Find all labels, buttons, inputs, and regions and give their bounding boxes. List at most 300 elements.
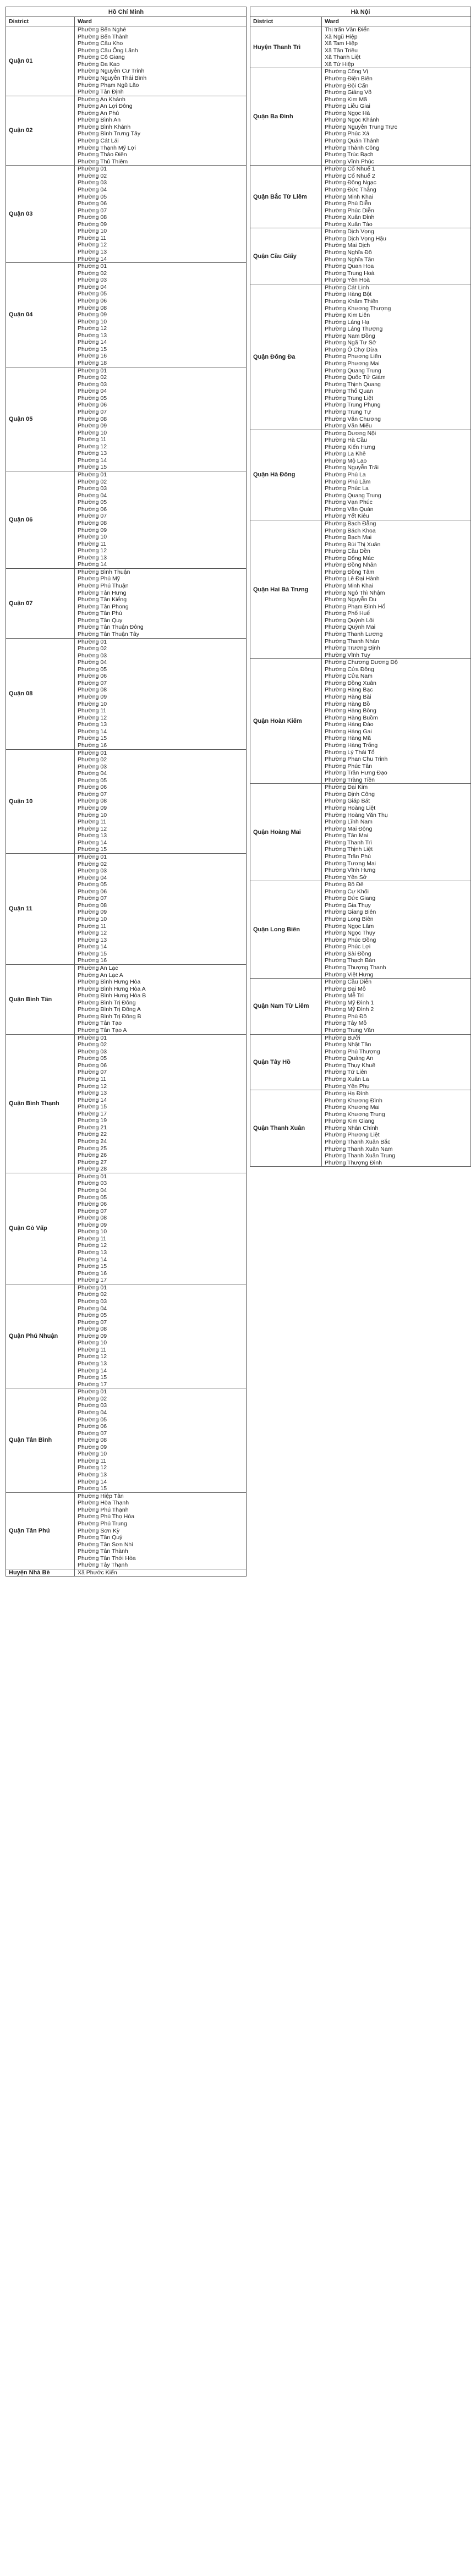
ward-item: Phường 03 xyxy=(78,277,107,284)
ward-item: Phường Bồ Đề xyxy=(325,881,364,888)
ward-item: Phường Cầu Diễn xyxy=(325,979,372,986)
table-row xyxy=(6,568,247,638)
ward-item: Phường 21 xyxy=(78,1124,107,1131)
ward-list xyxy=(322,166,471,228)
ward-item: Phường Phú Đô xyxy=(325,1013,367,1020)
ward-item: Phường Điện Biên xyxy=(325,75,373,82)
district-name: Quận 08 xyxy=(6,638,75,749)
ward-item: Phường Trúc Bạch xyxy=(325,151,374,158)
ward-item: Phường 05 xyxy=(78,1416,107,1423)
ward-item: Phường 13 xyxy=(78,249,107,255)
ward-item: Phường Yên Phụ xyxy=(325,1083,370,1090)
ward-item: Phường Sơn Kỳ xyxy=(78,1527,120,1534)
ward-item: Phường 07 xyxy=(78,1207,107,1215)
ward-item: Phường 04 xyxy=(78,388,107,395)
ward-item: Phường Đức Thắng xyxy=(325,186,376,193)
ward-item: Phường Hàng Bồ xyxy=(325,700,370,707)
ward-item: Phường Bình Trị Đông B xyxy=(78,1013,141,1020)
ward-item: Phường 14 xyxy=(78,728,107,735)
ward-list xyxy=(75,749,247,853)
ward-item: Phường Hạ Đình xyxy=(325,1090,369,1097)
ward-item: Phường 08 xyxy=(78,415,107,422)
ward-item: Phường 02 xyxy=(78,1395,107,1402)
ward-item: Phường 07 xyxy=(78,1430,107,1437)
table-row xyxy=(250,979,471,1035)
district-name: Quận 11 xyxy=(6,853,75,964)
ward-item: Phường 12 xyxy=(78,325,107,332)
district-name: Quận Bình Thạnh xyxy=(6,1034,75,1173)
ward-item: Phường 12 xyxy=(78,443,107,450)
ward-item: Phường Nguyễn Thái Bình xyxy=(78,74,147,81)
ward-item: Phường 08 xyxy=(78,1215,107,1222)
ward-item: Phường Bình Khánh xyxy=(78,123,131,130)
district-name: Quận Tây Hồ xyxy=(250,1034,322,1090)
ward-item: Phường Cửa Đông xyxy=(325,666,374,673)
ward-item: Phường Tân Tạo xyxy=(78,1020,122,1027)
district-name: Quận Gò Vấp xyxy=(6,1173,75,1284)
ward-item: Phường Phúc Tân xyxy=(325,762,373,770)
ward-item: Phường 25 xyxy=(78,1145,107,1152)
ward-item: Phường Quảng An xyxy=(325,1055,374,1062)
hanoi-table xyxy=(250,7,471,1167)
ward-list xyxy=(75,166,247,263)
ward-item: Phường Khương Đình xyxy=(325,1097,382,1104)
ward-list xyxy=(75,853,247,964)
ward-item: Phường Tân Mai xyxy=(325,832,369,839)
ward-item: Phường Tràng Tiền xyxy=(325,776,375,783)
ward-item: Phường Phú Thọ Hòa xyxy=(78,1513,135,1520)
ward-item: Phường Phương Liệt xyxy=(325,1132,380,1139)
ward-item: Phường 10 xyxy=(78,1228,107,1235)
ward-list xyxy=(322,430,471,520)
ward-item: Phường Phú Trung xyxy=(78,1520,127,1527)
ward-item: Phường Vạn Phúc xyxy=(325,499,373,506)
ward-item: Phường An Phú xyxy=(78,109,119,117)
ward-item: Phường 02 xyxy=(78,860,107,867)
table-row xyxy=(6,367,247,471)
table-row xyxy=(6,749,247,853)
district-name: Quận 06 xyxy=(6,471,75,569)
ward-item: Phường Hà Cầu xyxy=(325,437,367,444)
ward-item: Phường 08 xyxy=(78,902,107,909)
ward-item: Phường 10 xyxy=(78,811,107,819)
ward-item: Phường Đồng Nhân xyxy=(325,562,377,569)
ward-item: Phường Kim Liên xyxy=(325,312,370,319)
ward-item: Phường 14 xyxy=(78,1367,107,1374)
ward-item: Phường Tân Thới Hòa xyxy=(78,1555,136,1562)
ward-item: Phường Phúc Đồng xyxy=(325,936,376,943)
ward-item: Phường 04 xyxy=(78,1187,107,1194)
ward-item: Phường 15 xyxy=(78,1263,107,1270)
ward-item: Phường Phúc Diễn xyxy=(325,207,374,214)
ward-item: Phường 03 xyxy=(78,1402,107,1409)
column-header-district: District xyxy=(250,17,322,26)
city-title: Hồ Chí Minh xyxy=(6,7,247,17)
ward-item: Phường Quan Hoa xyxy=(325,263,374,270)
ward-item: Phường Bách Khoa xyxy=(325,527,376,534)
ward-item: Phường Dương Nội xyxy=(325,430,376,437)
ward-item: Phường 01 xyxy=(78,1173,107,1180)
ward-item: Phường Thanh Xuân Bắc xyxy=(325,1139,391,1145)
ward-item: Phường Mễ Trì xyxy=(325,992,364,999)
ward-item: Phường Nguyễn Trãi xyxy=(325,464,379,471)
ward-item: Phường 05 xyxy=(78,666,107,673)
ward-item: Phường Phú La xyxy=(325,471,366,478)
ward-item: Phường Tân Phong xyxy=(78,603,129,610)
ward-item: Phường Thanh Trì xyxy=(325,839,373,846)
ward-item: Phường 22 xyxy=(78,1131,107,1138)
table-row xyxy=(6,1034,247,1173)
ward-item: Phường Bình Thuận xyxy=(78,568,130,575)
ward-list xyxy=(322,1034,471,1090)
ward-item: Phường 04 xyxy=(78,1409,107,1416)
district-name: Quận Long Biên xyxy=(250,881,322,979)
ward-item: Phường 08 xyxy=(78,798,107,805)
ward-item: Phường Nghĩa Tân xyxy=(325,256,375,263)
ward-item: Phường 05 xyxy=(78,1055,107,1062)
ward-item: Phường 26 xyxy=(78,1152,107,1159)
ward-item: Phường Phan Chu Trinh xyxy=(325,756,388,763)
ward-item: Phường Yết Kiêu xyxy=(325,513,369,520)
ward-item: Phường Định Công xyxy=(325,790,375,798)
ward-list xyxy=(75,1569,247,1577)
ward-item: Phường Hàng Bạc xyxy=(325,686,373,694)
ward-item: Phường Bến Nghé xyxy=(78,26,127,33)
district-name: Quận Đống Đa xyxy=(250,284,322,430)
ward-item: Phường 12 xyxy=(78,1464,107,1471)
ward-item: Phường Bưởi xyxy=(325,1034,360,1041)
ward-item: Phường Vĩnh Tuy xyxy=(325,651,370,658)
table-row xyxy=(6,26,247,96)
ward-item: Phường 14 xyxy=(78,839,107,846)
ward-item: Phường 17 xyxy=(78,1381,107,1388)
ward-item: Phường Yên Sở xyxy=(325,874,367,881)
ward-item: Phường Khương Trung xyxy=(325,1111,385,1118)
ward-item: Phường Thanh Nhàn xyxy=(325,638,379,645)
table-row xyxy=(6,1492,247,1569)
ward-item: Phường Xuân Đỉnh xyxy=(325,214,375,221)
ward-item: Phường Thổ Quan xyxy=(325,388,373,395)
ward-item: Phường 15 xyxy=(78,1374,107,1381)
ward-item: Phường Nguyễn Trung Trực xyxy=(325,123,397,130)
ward-item: Phường Trương Định xyxy=(325,645,380,652)
ward-item: Phường 09 xyxy=(78,805,107,811)
ward-item: Phường Gia Thụy xyxy=(325,902,371,909)
ward-item: Phường 11 xyxy=(78,922,107,930)
ward-item: Phường 03 xyxy=(78,1180,107,1187)
ward-item: Phường 06 xyxy=(78,1201,107,1208)
ward-item: Phường Bạch Đằng xyxy=(325,520,376,527)
ward-item: Phường Kim Giang xyxy=(325,1118,375,1125)
ward-item: Phường 07 xyxy=(78,679,107,686)
ward-item: Phường Xuân Tảo xyxy=(325,221,373,228)
city-title: Hà Nội xyxy=(250,7,471,17)
ward-item: Phường 07 xyxy=(78,513,107,520)
ward-item: Phường Tân Thành xyxy=(78,1548,128,1555)
ward-item: Phường 03 xyxy=(78,652,107,659)
ward-item: Phường 14 xyxy=(78,1256,107,1263)
district-name: Huyện Nhà Bè xyxy=(6,1569,75,1577)
ward-item: Phường Bình Trưng Tây xyxy=(78,130,141,138)
ward-item: Phường 11 xyxy=(78,540,107,547)
ward-item: Phường 13 xyxy=(78,332,107,339)
ward-list xyxy=(322,659,471,784)
ward-item: Phường 01 xyxy=(78,471,107,478)
ward-item: Phường Quỳnh Lôi xyxy=(325,617,374,624)
ward-item: Phường 05 xyxy=(78,290,107,298)
ward-item: Phường 12 xyxy=(78,1083,107,1090)
ward-list xyxy=(322,284,471,430)
ward-item: Phường 02 xyxy=(78,1291,107,1298)
ward-item: Phường Thành Công xyxy=(325,144,379,151)
ward-item: Phường 02 xyxy=(78,270,107,277)
ward-item: Phường Cô Giang xyxy=(78,54,125,61)
ward-item: Phường Tân Sơn Nhì xyxy=(78,1541,134,1548)
ward-item: Phường 15 xyxy=(78,735,107,742)
ward-item: Phường 13 xyxy=(78,1360,107,1367)
ward-item: Phường 16 xyxy=(78,742,107,749)
ward-item: Phường Hàng Bài xyxy=(325,694,371,700)
ward-item: Phường Việt Hưng xyxy=(325,971,374,978)
table-row xyxy=(6,853,247,964)
ward-item: Phường Hoàng Liệt xyxy=(325,805,376,811)
table-row xyxy=(250,1090,471,1167)
district-name: Quận Cầu Giấy xyxy=(250,228,322,284)
ward-item: Phường Cửa Nam xyxy=(325,673,373,680)
ward-item: Phường 04 xyxy=(78,770,107,777)
ward-item: Phường 03 xyxy=(78,867,107,875)
ward-item: Phường Hoàng Văn Thụ xyxy=(325,811,388,819)
ward-item: Phường 14 xyxy=(78,1096,107,1103)
ward-item: Phường 11 xyxy=(78,1346,107,1353)
ward-item: Phường Phúc Lợi xyxy=(325,943,371,951)
ward-item: Xã Tam Hiệp xyxy=(325,40,358,47)
ward-item: Phường Giáp Bát xyxy=(325,798,370,805)
ward-item: Phường Tân Tạo A xyxy=(78,1027,127,1034)
ward-item: Phường Phạm Ngũ Lão xyxy=(78,81,139,89)
ward-item: Phường Láng Thượng xyxy=(325,326,383,333)
ward-item: Phường 05 xyxy=(78,1312,107,1319)
ward-item: Phường 06 xyxy=(78,402,107,409)
ward-item: Phường Quốc Tử Giám xyxy=(325,374,386,381)
ward-item: Phường Thượng Thanh xyxy=(325,964,386,971)
column-header-ward: Ward xyxy=(75,17,247,26)
ward-item: Phường Bình Hưng Hòa A xyxy=(78,985,146,992)
ward-item: Phường Đội Cấn xyxy=(325,82,369,89)
ward-item: Phường Mai Động xyxy=(325,825,373,832)
ward-item: Phường Xuân La xyxy=(325,1075,369,1083)
ward-item: Phường La Khê xyxy=(325,451,366,458)
ward-item: Phường Lê Đại Hành xyxy=(325,575,380,583)
ward-item: Phường Tân Thuận Tây xyxy=(78,630,139,638)
ward-item: Phường An Lạc xyxy=(78,964,118,971)
ward-item: Phường Văn Quán xyxy=(325,506,374,513)
ward-item: Phường Chương Dương Độ xyxy=(325,659,398,666)
ward-item: Phường 13 xyxy=(78,721,107,728)
ward-item: Phường Kiến Hưng xyxy=(325,443,375,451)
ward-item: Phường Láng Hạ xyxy=(325,318,370,326)
ward-list xyxy=(75,96,247,166)
ward-item: Phường Tân Thuận Đông xyxy=(78,624,144,631)
ward-item: Phường 08 xyxy=(78,304,107,311)
ward-item: Phường Bến Thành xyxy=(78,33,129,40)
district-name: Quận Thanh Xuân xyxy=(250,1090,322,1167)
ward-item: Phường 01 xyxy=(78,263,107,270)
table-row xyxy=(6,1569,247,1577)
ward-item: Phường 11 xyxy=(78,1235,107,1242)
ward-item: Phường Đông Ngạc xyxy=(325,179,376,186)
ward-item: Phường 17 xyxy=(78,1110,107,1117)
ward-item: Phường Nguyễn Cư Trinh xyxy=(78,68,145,75)
ward-item: Phường Tương Mai xyxy=(325,860,376,867)
ward-item: Phường Tân Quý xyxy=(78,1534,123,1541)
ward-item: Xã Tân Triều xyxy=(325,47,358,54)
ward-item: Phường 09 xyxy=(78,1443,107,1451)
ward-item: Phường 09 xyxy=(78,909,107,916)
ward-item: Phường 11 xyxy=(78,1075,107,1083)
ward-item: Phường Đồng Tâm xyxy=(325,568,375,575)
table-row xyxy=(6,638,247,749)
ward-item: Phường Quán Thánh xyxy=(325,138,380,144)
ward-item: Phường 01 xyxy=(78,1034,107,1041)
ward-item: Phường 11 xyxy=(78,707,107,715)
ward-item: Phường Phú Diễn xyxy=(325,200,371,207)
district-name: Quận Nam Từ Liêm xyxy=(250,979,322,1035)
ward-item: Phường Khâm Thiên xyxy=(325,298,379,305)
ward-item: Phường 11 xyxy=(78,819,107,826)
ward-item: Phường Phú Thạnh xyxy=(78,1506,129,1513)
ward-item: Phường Hòa Thạnh xyxy=(78,1500,129,1507)
table-row xyxy=(250,659,471,784)
ward-item: Phường Bình Trị Đông xyxy=(78,999,136,1006)
ward-item: Phường 01 xyxy=(78,638,107,645)
ward-item: Phường 03 xyxy=(78,1298,107,1305)
ward-item: Phường Giảng Võ xyxy=(325,89,372,96)
ward-item: Phường Ngọc Hà xyxy=(325,109,370,117)
ward-item: Phường Cự Khối xyxy=(325,888,369,895)
ward-item: Phường Hiệp Tân xyxy=(78,1492,124,1500)
column-header-ward: Ward xyxy=(322,17,471,26)
ward-item: Phường 05 xyxy=(78,193,107,200)
district-name: Quận Hoàng Mai xyxy=(250,784,322,881)
table-row xyxy=(6,166,247,263)
ward-item: Phường Hàng Đào xyxy=(325,721,374,728)
ward-item: Phường 06 xyxy=(78,784,107,791)
ward-item: Xã Ngũ Hiệp xyxy=(325,33,358,40)
ward-item: Phường Trung Phụng xyxy=(325,402,381,409)
ward-item: Phường 06 xyxy=(78,297,107,304)
ward-list xyxy=(322,68,471,166)
ward-list xyxy=(75,26,247,96)
table-row xyxy=(6,964,247,1034)
ward-item: Phường Phương Liên xyxy=(325,353,381,360)
ward-item: Phường 11 xyxy=(78,234,107,241)
ward-item: Phường 02 xyxy=(78,374,107,381)
ward-item: Phường 07 xyxy=(78,895,107,902)
ward-item: Phường 16 xyxy=(78,353,107,360)
ward-item: Phường 08 xyxy=(78,1326,107,1333)
ward-item: Phường Phạm Đình Hổ xyxy=(325,603,386,610)
ward-list xyxy=(322,228,471,284)
ward-item: Phường An Lợi Đông xyxy=(78,103,133,110)
ward-item: Phường Đồng Xuân xyxy=(325,679,376,686)
ward-item: Phường 07 xyxy=(78,1069,107,1076)
ward-item: Phường 05 xyxy=(78,394,107,402)
ward-item: Phường 02 xyxy=(78,478,107,485)
ward-item: Phường Văn Chương xyxy=(325,415,381,422)
ward-list xyxy=(75,263,247,367)
ward-item: Phường 12 xyxy=(78,1353,107,1360)
ward-list xyxy=(75,1284,247,1388)
table-row xyxy=(6,1284,247,1388)
ward-item: Phường Dịch Vọng Hậu xyxy=(325,235,386,242)
ward-item: Phường 07 xyxy=(78,408,107,415)
ward-item: Phường Nghĩa Đô xyxy=(325,249,372,256)
ward-item: Phường Ngọc Khánh xyxy=(325,117,380,124)
ward-item: Phường Tứ Liên xyxy=(325,1069,368,1076)
ward-item: Phường Quang Trung xyxy=(325,492,381,499)
district-name: Quận Ba Đình xyxy=(250,68,322,166)
ward-item: Phường Kim Mã xyxy=(325,96,367,103)
ward-item: Phường Phú Thuận xyxy=(78,583,129,589)
table-row xyxy=(250,1034,471,1090)
district-name: Huyện Thanh Trì xyxy=(250,26,322,68)
ward-item: Phường Lĩnh Nam xyxy=(325,819,373,826)
ward-item: Xã Thanh Liệt xyxy=(325,54,361,61)
district-name: Quận Phú Nhuận xyxy=(6,1284,75,1388)
ward-item: Phường Thượng Đình xyxy=(325,1159,382,1166)
ward-item: Phường Tân Hưng xyxy=(78,589,127,596)
ward-list xyxy=(75,1173,247,1284)
ward-item: Phường 14 xyxy=(78,255,107,262)
ward-item: Phường Trần Hưng Đạo xyxy=(325,770,387,777)
ward-item: Phường 05 xyxy=(78,499,107,506)
ward-item: Phường Cổ Nhuế 2 xyxy=(325,172,375,179)
ward-item: Phường Mai Dịch xyxy=(325,242,370,249)
table-row xyxy=(6,471,247,569)
table-row xyxy=(6,1173,247,1284)
ward-item: Phường Cát Lái xyxy=(78,138,119,144)
ward-item: Phường Minh Khai xyxy=(325,193,374,200)
ward-item: Phường Thanh Xuân Nam xyxy=(325,1145,393,1152)
ward-item: Phường Trần Phú xyxy=(325,853,371,860)
ward-item: Phường 02 xyxy=(78,172,107,179)
ward-item: Phường Khương Mai xyxy=(325,1104,380,1111)
ward-list xyxy=(75,1388,247,1492)
ward-item: Phường Thanh Lương xyxy=(325,630,383,638)
ward-item: Phường Phương Mai xyxy=(325,360,380,367)
ward-item: Phường 01 xyxy=(78,749,107,756)
ward-list xyxy=(322,979,471,1035)
ward-item: Phường 13 xyxy=(78,554,107,561)
ward-item: Phường 03 xyxy=(78,1048,107,1055)
ward-item: Phường 15 xyxy=(78,345,107,353)
ward-item: Phường Cổ Nhuế 1 xyxy=(325,166,375,173)
ward-item: Phường 09 xyxy=(78,422,107,430)
ward-item: Phường 15 xyxy=(78,846,107,853)
ward-item: Phường 19 xyxy=(78,1117,107,1124)
table-row xyxy=(250,68,471,166)
ward-item: Phường Vĩnh Phúc xyxy=(325,158,374,165)
ward-item: Phường Yên Hoà xyxy=(325,277,370,284)
ward-item: Phường Bình Hưng Hòa xyxy=(78,979,141,986)
district-name: Quận Bình Tân xyxy=(6,964,75,1034)
ward-item: Phường Ô Chợ Dừa xyxy=(325,346,378,353)
ward-item: Phường 28 xyxy=(78,1166,107,1173)
ward-item: Phường 06 xyxy=(78,673,107,680)
ward-item: Phường 03 xyxy=(78,179,107,186)
ward-item: Phường 07 xyxy=(78,207,107,214)
